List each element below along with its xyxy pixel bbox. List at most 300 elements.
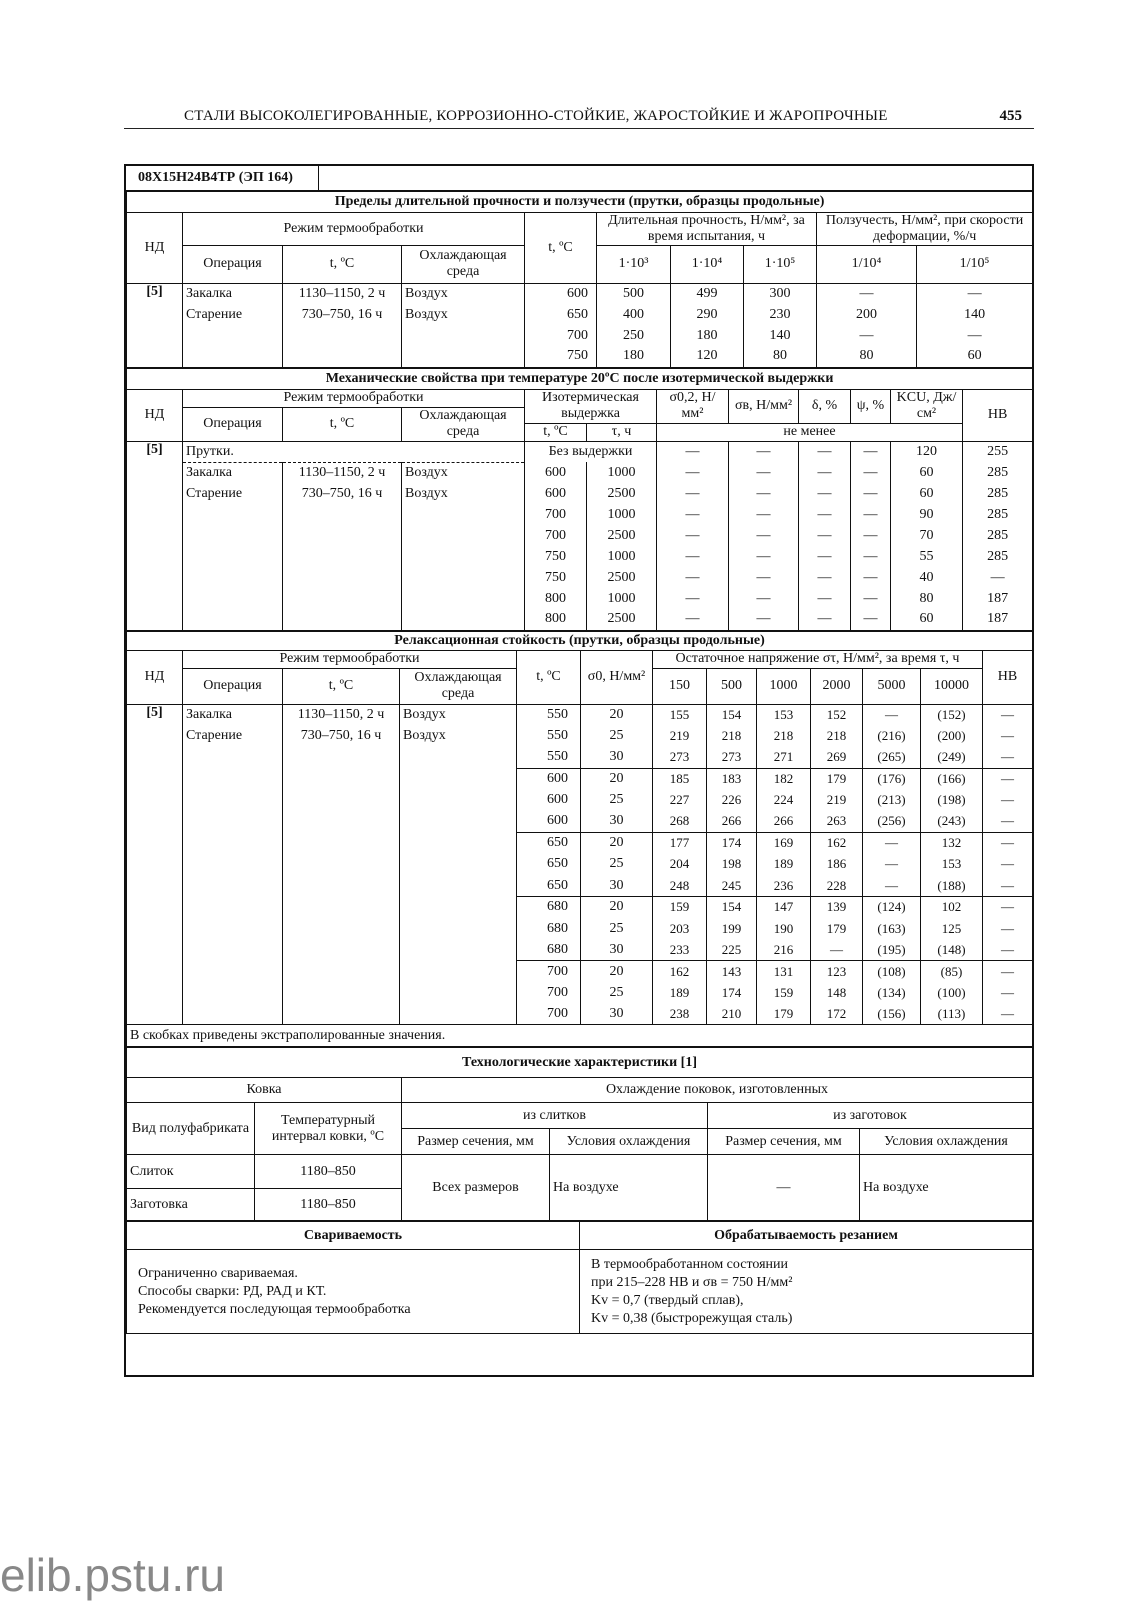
rate-1e4-header: 1/10⁴ xyxy=(817,245,917,283)
table-row xyxy=(127,897,1033,918)
section-technological xyxy=(126,1047,1033,1221)
value-cell: — xyxy=(729,525,799,546)
value-cell: — xyxy=(863,704,921,725)
medium-cell: Воздух xyxy=(400,725,517,746)
value-cell: (200) xyxy=(921,725,983,746)
kcu-header: KCU, Дж/см² xyxy=(891,389,963,423)
extrapolation-note: В скобках приведены экстраполированные значения. xyxy=(127,1025,1033,1047)
value-cell: — xyxy=(863,832,921,853)
value-cell: — xyxy=(983,725,1033,746)
value-cell: — xyxy=(851,504,891,525)
relaxation-rows xyxy=(127,704,1033,1025)
value-cell: 300 xyxy=(744,283,817,304)
value-cell: 600 xyxy=(517,768,581,789)
value-cell: 268 xyxy=(653,811,707,832)
empty-cell xyxy=(283,918,400,939)
isothermal-header: Изотермическая выдержка xyxy=(525,389,657,423)
value-cell: 190 xyxy=(757,918,811,939)
value-cell: 30 xyxy=(581,875,653,896)
empty-cell xyxy=(283,546,402,567)
value-cell: 600 xyxy=(517,790,581,811)
value-cell: — xyxy=(657,504,729,525)
value-cell: — xyxy=(657,462,729,483)
empty-cell xyxy=(183,609,283,630)
medium-cell: Воздух xyxy=(402,304,525,325)
semi-blank: Заготовка xyxy=(127,1189,255,1221)
table-row xyxy=(127,768,1033,789)
empty-cell xyxy=(283,567,402,588)
value-cell: (124) xyxy=(863,897,921,918)
regime-header: Режим термообработки xyxy=(183,212,525,245)
value-cell: 182 xyxy=(757,768,811,789)
value-cell: — xyxy=(799,462,851,483)
section-title: Технологические характеристики [1] xyxy=(127,1048,1033,1078)
value-cell: — xyxy=(811,939,863,960)
value-cell: 189 xyxy=(757,854,811,875)
value-cell: 218 xyxy=(757,725,811,746)
empty-cell xyxy=(183,875,283,896)
operation-header: Операция xyxy=(183,407,283,441)
value-cell: 400 xyxy=(597,304,671,325)
value-cell: 132 xyxy=(921,832,983,853)
value-cell: — xyxy=(983,811,1033,832)
empty-cell xyxy=(183,546,283,567)
ref-cell: [5] xyxy=(127,283,183,367)
value-cell: 269 xyxy=(811,747,863,768)
initial-stress-header: σ0, Н/мм² xyxy=(581,650,653,704)
value-cell: 177 xyxy=(653,832,707,853)
machinability-title: Обрабатываемость резанием xyxy=(580,1222,1033,1250)
empty-cell xyxy=(283,325,402,346)
value-cell: 148 xyxy=(811,982,863,1003)
value-cell: 700 xyxy=(525,325,597,346)
empty-cell xyxy=(402,588,525,609)
value-cell: 273 xyxy=(653,747,707,768)
value-cell: 25 xyxy=(581,725,653,746)
value-cell: 245 xyxy=(707,875,757,896)
empty-cell xyxy=(283,588,402,609)
value-cell: 750 xyxy=(525,567,587,588)
value-cell: (166) xyxy=(921,768,983,789)
hb-header: НВ xyxy=(963,389,1033,441)
value-cell: 140 xyxy=(917,304,1033,325)
value-cell: — xyxy=(657,567,729,588)
value-cell: 650 xyxy=(525,304,597,325)
value-cell: 600 xyxy=(517,811,581,832)
value-cell: 80 xyxy=(817,346,917,367)
empty-cell xyxy=(402,346,525,367)
value-cell: 500 xyxy=(597,283,671,304)
value-cell: 700 xyxy=(525,504,587,525)
empty-cell xyxy=(283,346,402,367)
value-cell: 216 xyxy=(757,939,811,960)
empty-cell xyxy=(183,939,283,960)
not-less-label: не менее xyxy=(657,423,963,441)
value-cell: 499 xyxy=(671,283,744,304)
hb-header: НВ xyxy=(983,650,1033,704)
value-cell: 680 xyxy=(517,897,581,918)
value-cell: 183 xyxy=(707,768,757,789)
bars-label: Прутки. xyxy=(183,441,525,462)
section-title: Механические свойства при температуре 20ºС после изотермической выдержки xyxy=(127,368,1033,389)
empty-cell xyxy=(283,1003,400,1024)
value-cell: — xyxy=(657,588,729,609)
empty-cell xyxy=(400,854,517,875)
value-cell: 169 xyxy=(757,832,811,853)
value-cell: (113) xyxy=(921,1003,983,1024)
value-cell: 550 xyxy=(517,747,581,768)
value-cell: (152) xyxy=(921,704,983,725)
temp-header: t, ºС xyxy=(517,650,581,704)
value-cell: 273 xyxy=(707,747,757,768)
value-cell: 180 xyxy=(597,346,671,367)
empty-cell xyxy=(183,525,283,546)
range-ingot: 1180–850 xyxy=(255,1155,402,1189)
value-cell: 218 xyxy=(811,725,863,746)
value-cell: 20 xyxy=(581,832,653,853)
table-row xyxy=(127,283,1033,304)
value-cell: 218 xyxy=(707,725,757,746)
value-cell: — xyxy=(657,441,729,462)
running-header xyxy=(124,108,1034,129)
value-cell: (198) xyxy=(921,790,983,811)
empty-cell xyxy=(283,504,402,525)
value-cell: 90 xyxy=(891,504,963,525)
empty-cell xyxy=(183,811,283,832)
grade-label: 08Х15Н24В4ТР (ЭП 164) xyxy=(126,166,318,190)
value-cell: 143 xyxy=(707,961,757,982)
temp-header: t, ºС xyxy=(525,212,597,283)
value-cell: — xyxy=(983,961,1033,982)
range-blank: 1180–850 xyxy=(255,1189,402,1221)
value-cell: 224 xyxy=(757,790,811,811)
table-row xyxy=(127,704,1033,725)
table-row xyxy=(127,854,1033,875)
semi-product-header: Вид полуфабриката xyxy=(127,1103,255,1155)
value-cell: 600 xyxy=(525,483,587,504)
empty-cell xyxy=(400,939,517,960)
empty-cell xyxy=(283,961,400,982)
value-cell: — xyxy=(799,504,851,525)
empty-cell xyxy=(183,918,283,939)
section-relaxation xyxy=(126,631,1033,1048)
value-cell: 2500 xyxy=(587,567,657,588)
value-cell: 174 xyxy=(707,982,757,1003)
table-row xyxy=(127,325,1033,346)
value-cell: (249) xyxy=(921,747,983,768)
value-cell: 2500 xyxy=(587,609,657,630)
empty-cell xyxy=(400,768,517,789)
empty-cell xyxy=(283,525,402,546)
value-cell: 172 xyxy=(811,1003,863,1024)
value-cell: 2500 xyxy=(587,525,657,546)
empty-cell xyxy=(283,875,400,896)
value-cell: 55 xyxy=(891,546,963,567)
value-cell: 650 xyxy=(517,875,581,896)
value-cell: 210 xyxy=(707,1003,757,1024)
value-cell: 70 xyxy=(891,525,963,546)
value-cell: — xyxy=(817,283,917,304)
value-cell: (216) xyxy=(863,725,921,746)
value-cell: 290 xyxy=(671,304,744,325)
value-cell: 152 xyxy=(811,704,863,725)
value-cell: 20 xyxy=(581,897,653,918)
from-blanks-header: из заготовок xyxy=(708,1103,1033,1129)
operation-cell: Закалка xyxy=(183,462,283,483)
empty-cell xyxy=(402,504,525,525)
value-cell: 60 xyxy=(891,609,963,630)
empty-cell xyxy=(183,768,283,789)
table-row xyxy=(127,918,1033,939)
value-cell: 179 xyxy=(811,918,863,939)
value-cell: — xyxy=(729,588,799,609)
value-cell: 20 xyxy=(581,704,653,725)
value-cell: 187 xyxy=(963,609,1033,630)
value-cell: 228 xyxy=(811,875,863,896)
ref-cell: [5] xyxy=(127,441,183,630)
value-cell: 700 xyxy=(517,1003,581,1024)
value-cell: — xyxy=(983,897,1033,918)
blank-size-header: Размер сечения, мм xyxy=(708,1129,860,1155)
value-cell: — xyxy=(851,609,891,630)
value-cell: — xyxy=(729,483,799,504)
empty-cell xyxy=(183,504,283,525)
value-cell: (265) xyxy=(863,747,921,768)
empty-cell xyxy=(400,918,517,939)
value-cell: — xyxy=(729,504,799,525)
machinability-line: Kv = 0,38 (быстрорежущая сталь) xyxy=(591,1310,793,1326)
table-row xyxy=(127,304,1033,325)
empty-cell xyxy=(183,567,283,588)
value-cell: 285 xyxy=(963,504,1033,525)
table-row xyxy=(127,790,1033,811)
value-cell: — xyxy=(657,609,729,630)
value-cell: — xyxy=(917,283,1033,304)
blank-cond-header: Условия охлаждения xyxy=(860,1129,1033,1155)
empty-cell xyxy=(183,854,283,875)
table-row xyxy=(127,504,1033,525)
value-cell: (195) xyxy=(863,939,921,960)
regime-header: Режим термообработки xyxy=(183,650,517,668)
value-cell: 159 xyxy=(653,897,707,918)
value-cell: — xyxy=(983,875,1033,896)
weldability-line: Способы сварки: РД, РАД и КТ. xyxy=(138,1283,327,1299)
value-cell: 700 xyxy=(525,525,587,546)
section-title: Пределы длительной прочности и ползучести (прутки, образцы продольные) xyxy=(127,191,1033,212)
table-row xyxy=(127,462,1033,483)
empty-cell xyxy=(283,747,400,768)
medium-cell: Воздух xyxy=(402,462,525,483)
time-header: 2000 xyxy=(811,668,863,704)
empty-cell xyxy=(183,588,283,609)
no-hold-label: Без выдержки xyxy=(525,441,657,462)
table-row xyxy=(127,982,1033,1003)
empty-cell xyxy=(183,346,283,367)
value-cell: 186 xyxy=(811,854,863,875)
value-cell: 800 xyxy=(525,609,587,630)
empty-cell xyxy=(283,609,402,630)
time-1e5-header: 1·10⁵ xyxy=(744,245,817,283)
value-cell: — xyxy=(851,567,891,588)
cooling-medium-header: Охлаждающая среда xyxy=(402,245,525,283)
value-cell: 185 xyxy=(653,768,707,789)
value-cell: — xyxy=(729,441,799,462)
value-cell: 271 xyxy=(757,747,811,768)
value-cell: — xyxy=(799,546,851,567)
empty-cell xyxy=(183,832,283,853)
value-cell: 25 xyxy=(581,982,653,1003)
operation-cell: Старение xyxy=(183,304,283,325)
forging-range-header: Температурный интервал ковки, ºС xyxy=(255,1103,402,1155)
value-cell: (100) xyxy=(921,982,983,1003)
value-cell: 266 xyxy=(757,811,811,832)
value-cell: 200 xyxy=(817,304,917,325)
value-cell: — xyxy=(983,939,1033,960)
ht-temp-header: t, ºС xyxy=(283,245,402,283)
value-cell: 248 xyxy=(653,875,707,896)
forging-header: Ковка xyxy=(127,1078,402,1103)
value-cell: 187 xyxy=(963,588,1033,609)
machinability-line: при 215–228 НВ и σв = 750 Н/мм² xyxy=(591,1274,793,1290)
empty-cell xyxy=(400,790,517,811)
time-header: 500 xyxy=(707,668,757,704)
ht-temp-cell: 1130–1150, 2 ч xyxy=(283,283,402,304)
value-cell: — xyxy=(657,483,729,504)
value-cell: 203 xyxy=(653,918,707,939)
value-cell: — xyxy=(983,832,1033,853)
empty-cell xyxy=(400,747,517,768)
empty-cell xyxy=(283,768,400,789)
value-cell: 174 xyxy=(707,832,757,853)
cooling-medium-header: Охлаждающая среда xyxy=(400,668,517,704)
isothermal-rows xyxy=(127,441,1033,630)
value-cell: 255 xyxy=(963,441,1033,462)
machinability-line: В термообработанном состоянии xyxy=(591,1256,789,1272)
value-cell: — xyxy=(799,441,851,462)
time-header: 150 xyxy=(653,668,707,704)
value-cell: 179 xyxy=(757,1003,811,1024)
empty-cell xyxy=(183,982,283,1003)
value-cell: (134) xyxy=(863,982,921,1003)
empty-cell xyxy=(402,325,525,346)
tensile-header: σв, Н/мм² xyxy=(729,389,799,423)
value-cell: 600 xyxy=(525,462,587,483)
nd-header: НД xyxy=(127,650,183,704)
value-cell: 1000 xyxy=(587,504,657,525)
cooling-medium-header: Охлаждающая среда xyxy=(402,407,525,441)
table-row xyxy=(127,725,1033,746)
medium-cell: Воздух xyxy=(400,704,517,725)
table-row xyxy=(127,588,1033,609)
empty-cell xyxy=(283,811,400,832)
value-cell: 236 xyxy=(757,875,811,896)
table-row xyxy=(127,609,1033,630)
value-cell: — xyxy=(729,462,799,483)
value-cell: 30 xyxy=(581,939,653,960)
empty-cell xyxy=(400,961,517,982)
value-cell: 204 xyxy=(653,854,707,875)
value-cell: 20 xyxy=(581,768,653,789)
table-row xyxy=(127,875,1033,896)
value-cell: (148) xyxy=(921,939,983,960)
section-isothermal-properties xyxy=(126,368,1033,631)
table-row xyxy=(127,441,1033,462)
empty-cell xyxy=(183,325,283,346)
table-row xyxy=(127,346,1033,367)
value-cell: — xyxy=(799,525,851,546)
value-cell: 1000 xyxy=(587,462,657,483)
empty-cell xyxy=(400,1003,517,1024)
value-cell: — xyxy=(657,546,729,567)
value-cell: — xyxy=(983,704,1033,725)
watermark: elib.pstu.ru xyxy=(0,1549,226,1601)
table-row xyxy=(127,567,1033,588)
value-cell: 225 xyxy=(707,939,757,960)
value-cell: — xyxy=(917,325,1033,346)
time-header: 10000 xyxy=(921,668,983,704)
value-cell: 238 xyxy=(653,1003,707,1024)
empty-cell xyxy=(400,982,517,1003)
value-cell: — xyxy=(863,854,921,875)
medium-cell: Воздух xyxy=(402,483,525,504)
weldability-line: Ограниченно свариваемая. xyxy=(138,1265,298,1281)
semi-ingot: Слиток xyxy=(127,1155,255,1189)
empty-cell xyxy=(402,609,525,630)
value-cell: 233 xyxy=(653,939,707,960)
value-cell: — xyxy=(983,790,1033,811)
value-cell: 266 xyxy=(707,811,757,832)
value-cell: 120 xyxy=(891,441,963,462)
value-cell: 102 xyxy=(921,897,983,918)
value-cell: 60 xyxy=(917,346,1033,367)
table-row xyxy=(127,961,1033,982)
time-header: 1000 xyxy=(757,668,811,704)
value-cell: 199 xyxy=(707,918,757,939)
value-cell: 60 xyxy=(891,462,963,483)
value-cell: 226 xyxy=(707,790,757,811)
value-cell: 154 xyxy=(707,704,757,725)
operation-cell: Старение xyxy=(183,483,283,504)
value-cell: (156) xyxy=(863,1003,921,1024)
value-cell: 700 xyxy=(517,982,581,1003)
ht-temp-cell: 730–750, 16 ч xyxy=(283,483,402,504)
value-cell: 153 xyxy=(921,854,983,875)
value-cell: (85) xyxy=(921,961,983,982)
operation-cell: Закалка xyxy=(183,283,283,304)
value-cell: 2500 xyxy=(587,483,657,504)
value-cell: (256) xyxy=(863,811,921,832)
empty-cell xyxy=(183,747,283,768)
table-row xyxy=(127,483,1033,504)
value-cell: (176) xyxy=(863,768,921,789)
steel-datasheet xyxy=(124,164,1034,1377)
value-cell: 162 xyxy=(811,832,863,853)
operation-header: Операция xyxy=(183,668,283,704)
rate-1e5-header: 1/10⁵ xyxy=(917,245,1033,283)
value-cell: 600 xyxy=(525,283,597,304)
value-cell: (188) xyxy=(921,875,983,896)
page-number: 455 xyxy=(999,108,1022,124)
value-cell: 180 xyxy=(671,325,744,346)
empty-cell xyxy=(283,854,400,875)
cooling-header: Охлаждение поковок, изготовленных xyxy=(402,1078,1033,1103)
value-cell: 750 xyxy=(525,346,597,367)
ingot-sizes: Всех размеров xyxy=(402,1155,550,1221)
empty-cell xyxy=(183,961,283,982)
empty-cell xyxy=(400,875,517,896)
empty-cell xyxy=(400,897,517,918)
empty-cell xyxy=(400,832,517,853)
